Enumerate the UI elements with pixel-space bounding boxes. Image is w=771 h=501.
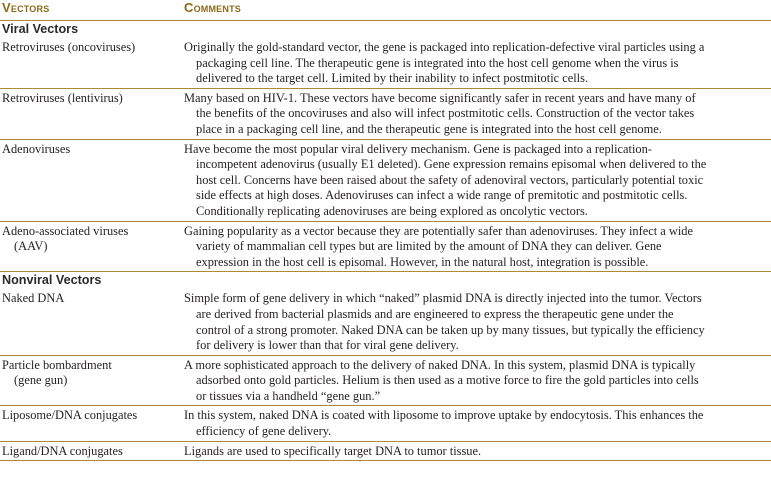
comment-line: control of a strong promoter. Naked DNA can be taken up by many tissues, but typically the efficiency [196,322,705,337]
comment-line: adsorbed onto gold particles. Helium is then used as a motive force to fire the gold particles into cells [196,373,699,388]
table-row [0,38,771,89]
header-vectors: Vectors [2,0,50,15]
comment-line: expression in the host cell is episomal. However, in the natural host, integration is possible. [196,254,649,269]
table-row [0,89,771,140]
vector-name-line: (AAV) [14,239,48,254]
vector-name [2,358,172,389]
vector-comment [184,89,769,139]
vector-name [2,40,172,56]
header-comments: Comments [184,0,241,15]
vector-name [2,408,172,424]
table-row [0,442,771,462]
comment-line: packaging cell line. The therapeutic gene is integrated into the host cell genome when the virus is [196,55,679,70]
vector-name-line: (gene gun) [14,373,68,388]
vector-name [2,91,172,107]
comment-line: A more sophisticated approach to the delivery of naked DNA. In this system, plasmid DNA is typically [184,357,696,372]
vector-name-line: Ligand/DNA conjugates [2,443,123,458]
vector-comment [184,38,769,88]
table-row [0,140,771,222]
comment-line: efficiency of gene delivery. [196,424,332,439]
section-heading: Nonviral Vectors [2,273,102,288]
vector-name [2,224,172,255]
vector-name [2,291,172,307]
comment-line: are derived from bacterial plasmids and are engineered to express the therapeutic gene under the [196,306,674,321]
vector-comment [184,406,769,440]
comment-line: Ligands are used to specifically target DNA to tumor tissue. [184,443,482,458]
comment-line: Many based on HIV-1. These vectors have become significantly safer in recent years and have many of [184,90,696,105]
vector-name-line: Adeno-associated viruses [2,223,129,238]
comment-line: Originally the gold-standard vector, the gene is packaged into replication-defective viral particles using a [184,40,705,54]
vector-name-line: Particle bombardment [2,357,112,372]
vector-comment [184,442,769,461]
vector-name-line: Liposome/DNA conjugates [2,408,138,423]
vector-comment [184,289,769,354]
table-row [0,356,771,407]
comment-line: Gaining popularity as a vector because they are potentially safer than adenoviruses. They infect a wide [184,223,693,238]
comment-line: the benefits of the oncoviruses and also will infect postmitotic cells. Construction of the vector takes [196,106,695,121]
table-row [0,222,771,273]
table-body [0,21,771,461]
comment-line: variety of mammalian cell types but are limited by the amount of DNA they can deliver. Gene [196,239,662,254]
comment-line: incompetent adenovirus (usually E1 deleted). Gene expression remains episomal when delivered to the [196,157,707,172]
comment-line: host cell. Concerns have been raised about the safety of adenoviral vectors, particularly potential toxic [196,172,704,187]
vector-name [2,142,172,158]
vector-name-line: Naked DNA [2,291,65,306]
comment-line: delivered to the target cell. Limited by their inability to infect postmitotic cells. [196,71,589,86]
comment-line: or tissues via a handheld “gene gun.” [196,388,381,403]
vector-comment [184,222,769,272]
vector-name [2,444,172,460]
comment-line: side effects at high doses. Adenoviruses can infect a wide range of premitotic and postmitotic cells. [196,188,688,203]
comment-line: Conditionally replicating adenoviruses are being explored as oncolytic vectors. [196,203,588,218]
vector-name-line: Retroviruses (oncoviruses) [2,40,136,54]
vector-comment [184,140,769,221]
vector-name-line: Adenoviruses [2,141,71,156]
table-row [0,289,771,355]
section-heading: Viral Vectors [2,22,79,36]
table-header [0,0,771,21]
vector-name-line: Retroviruses (lentivirus) [2,90,123,105]
comment-line: place in a packaging cell line, and the therapeutic gene is integrated into the host cell genome. [196,121,662,136]
comment-line: In this system, naked DNA is coated with liposome to improve uptake by endocytosis. This enhances the [184,408,704,423]
table-row [0,406,771,441]
comment-line: Simple form of gene delivery in which “naked” plasmid DNA is directly injected into the tumor. Vectors [184,291,702,306]
comment-line: Have become the most popular viral delivery mechanism. Gene is packaged into a replication- [184,141,652,156]
vector-comment [184,356,769,406]
comment-line: for delivery is lower than that for viral gene delivery. [196,338,459,353]
